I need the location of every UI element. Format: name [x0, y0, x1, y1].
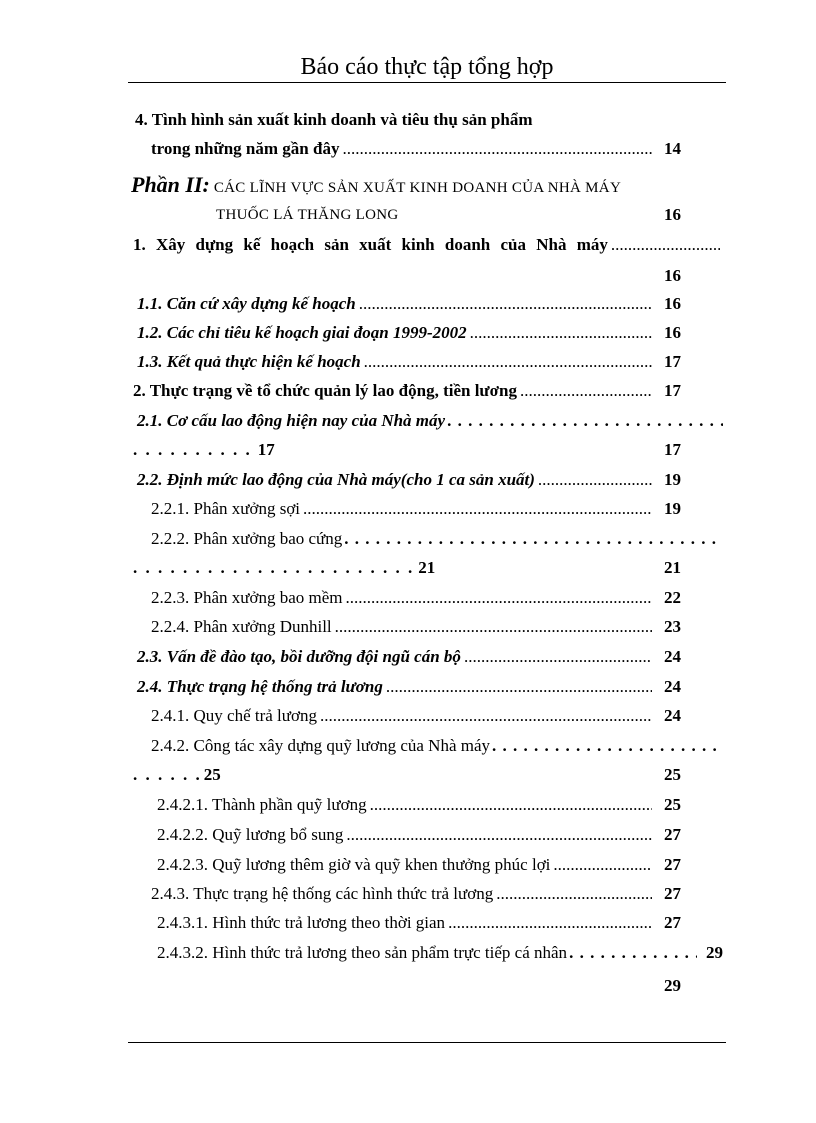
- page-number: 27: [664, 825, 681, 844]
- toc-item-text: 1.1. Căn cứ xây dựng kế hoạch: [137, 294, 356, 313]
- leader-dots: [553, 855, 652, 875]
- toc-item-text: 2.2.1. Phân xưởng sợi: [151, 499, 301, 518]
- page-number: 16: [664, 205, 681, 224]
- toc-item-text: 2.2.2. Phân xưởng bao cứng: [151, 529, 343, 548]
- page-number: 16: [664, 294, 681, 313]
- toc-item-text: 2. Thực trạng về tổ chức quản lý lao động, tiền lương: [133, 381, 517, 400]
- page-number: 21: [664, 558, 681, 577]
- toc-item-2-3[interactable]: [137, 647, 681, 667]
- page-number: 24: [664, 706, 681, 725]
- leader-dots: . . . . . .: [133, 765, 202, 784]
- leader-dots: [447, 411, 723, 431]
- inline-page-number: 21: [418, 558, 436, 577]
- inline-page-number: 25: [203, 765, 221, 784]
- page-header-title: Báo cáo thực tập tổng hợp: [300, 54, 554, 80]
- toc-item-2-1[interactable]: [137, 411, 723, 431]
- page-number: 16: [664, 266, 681, 285]
- toc-item-1-2[interactable]: [137, 323, 681, 343]
- part-title-line2: THUỐC LÁ THĂNG LONG: [216, 207, 399, 223]
- toc-item-text: 2.2.4. Phân xưởng Dunhill: [151, 617, 332, 636]
- toc-item-2[interactable]: [133, 381, 681, 401]
- leader-dots: [359, 294, 652, 314]
- leader-dots: [569, 943, 697, 963]
- toc-item-text: 2.1. Cơ cấu lao động hiện nay của Nhà máy: [137, 411, 446, 430]
- leader-dots: . . . . . . . . . .: [133, 440, 252, 459]
- toc-item-2-2[interactable]: [137, 470, 681, 490]
- page-number: 19: [664, 470, 681, 489]
- leader-dots: [335, 617, 652, 637]
- toc-item-2-4-3[interactable]: [151, 884, 681, 904]
- toc-item-text: 2.4.1. Quy chế trả lương: [151, 706, 317, 725]
- leader-dots: [342, 139, 652, 159]
- toc-item-text: 2.4.2.3. Quỹ lương thêm giờ và quỹ khen thưởng phúc lợi: [157, 855, 551, 874]
- toc-item-4-line2: trong những năm gần đây: [151, 139, 340, 158]
- toc-item-2-4-2-1[interactable]: [157, 795, 681, 815]
- toc-item-2-4-2-continued: [133, 765, 681, 785]
- page-number: 25: [664, 795, 681, 814]
- toc-item-2-2-1[interactable]: [151, 499, 681, 519]
- page-number: 27: [664, 884, 681, 903]
- toc-item-text: 2.4.2.1. Thành phần quỹ lương: [157, 795, 367, 814]
- toc-item-4-line1: 4. Tình hình sản xuất kinh doanh và tiêu thụ sản phẩm: [135, 110, 533, 129]
- toc-item-2-1-continued: [133, 440, 681, 460]
- toc-item-text: 2.4.3.2. Hình thức trả lương theo sản phẩm trực tiếp cá nhân: [157, 943, 568, 962]
- leader-dots: [346, 825, 652, 845]
- leader-dots: [346, 588, 653, 608]
- toc-item-text: 2.3. Vấn đề đào tạo, bồi dưỡng đội ngũ cán bộ: [137, 647, 461, 666]
- leader-dots: [344, 529, 723, 549]
- toc-item-2-4-3-1[interactable]: [157, 913, 681, 933]
- leader-dots: [520, 381, 652, 401]
- leader-dots: [386, 677, 652, 697]
- toc-item-text: 2.4.2. Công tác xây dựng quỹ lương của Nhà máy: [151, 736, 491, 755]
- part-prefix: Phần II:: [131, 172, 210, 197]
- toc-item-2-2-3[interactable]: [151, 588, 681, 608]
- leader-dots: [320, 706, 652, 726]
- toc-item-text: 2.4.2.2. Quỹ lương bổ sung: [157, 825, 344, 844]
- page-number: 17: [664, 381, 681, 400]
- leader-dots: [370, 795, 652, 815]
- page-number: 27: [664, 913, 681, 932]
- toc-item-text: 2.4.3. Thực trạng hệ thống các hình thức trả lương: [151, 884, 494, 903]
- footer-rule: [128, 1042, 726, 1043]
- toc-item-1-1[interactable]: [137, 294, 681, 314]
- part-title-line1: CÁC LĨNH VỰC SẢN XUẤT KINH DOANH CỦA NHÀ MÁY: [213, 180, 622, 196]
- toc-item-1-3[interactable]: [137, 352, 681, 372]
- toc-item-2-2-2[interactable]: [151, 529, 723, 549]
- toc-part-2-line1[interactable]: [131, 170, 621, 203]
- page-number: 25: [664, 765, 681, 784]
- header-rule: [128, 82, 726, 83]
- page-number: 22: [664, 588, 681, 607]
- toc-item-2-2-2-continued: [133, 558, 681, 578]
- page-number: 17: [664, 352, 681, 371]
- inline-page-number: 29: [706, 943, 723, 962]
- toc-item-text: 1. Xây dựng kế hoạch sản xuất kinh doanh của Nhà máy: [133, 235, 608, 254]
- toc-item-text: 2.2. Định mức lao động của Nhà máy(cho 1 ca sản xuất): [137, 470, 535, 489]
- toc-item-2-4-2-3[interactable]: [157, 855, 681, 875]
- leader-dots: [464, 647, 652, 667]
- toc-item-2-2-4[interactable]: [151, 617, 681, 637]
- toc-item-4[interactable]: [151, 139, 681, 159]
- leader-dots: [364, 352, 652, 372]
- toc-item-text: 2.4. Thực trạng hệ thống trả lương: [137, 677, 383, 696]
- page-number: 23: [664, 617, 681, 636]
- leader-dots: [538, 470, 652, 490]
- page-number: 24: [664, 647, 681, 666]
- page-number: 27: [664, 855, 681, 874]
- page-number: 16: [664, 323, 681, 342]
- page-number: 17: [664, 440, 681, 459]
- inline-page-number: 17: [257, 440, 275, 459]
- toc-item-2-4[interactable]: [137, 677, 681, 697]
- page-number: 19: [664, 499, 681, 518]
- toc-item-text: 2.2.3. Phân xưởng bao mềm: [151, 588, 343, 607]
- leader-dots: [303, 499, 652, 519]
- page-number: 24: [664, 677, 681, 696]
- leader-dots: [470, 323, 652, 343]
- page-number: 29: [664, 976, 681, 995]
- page-number: 14: [664, 139, 681, 158]
- leader-dots: [611, 235, 720, 255]
- toc-item-2-4-1[interactable]: [151, 706, 681, 726]
- toc-item-2-4-2[interactable]: [151, 736, 723, 756]
- toc-item-2-4-3-2[interactable]: [157, 943, 723, 963]
- toc-item-text: 1.2. Các chỉ tiêu kế hoạch giai đoạn 1999-2002: [137, 323, 467, 342]
- toc-item-1[interactable]: [133, 235, 723, 255]
- leader-dots: [492, 736, 723, 756]
- toc-item-text: 1.3. Kết quả thực hiện kế hoạch: [137, 352, 361, 371]
- leader-dots: [448, 913, 652, 933]
- toc-item-2-4-2-2[interactable]: [157, 825, 681, 845]
- leader-dots: [496, 884, 652, 904]
- toc-item-text: 2.4.3.1. Hình thức trả lương theo thời gian: [157, 913, 446, 932]
- leader-dots: . . . . . . . . . . . . . . . . . . . . . . .: [133, 558, 415, 577]
